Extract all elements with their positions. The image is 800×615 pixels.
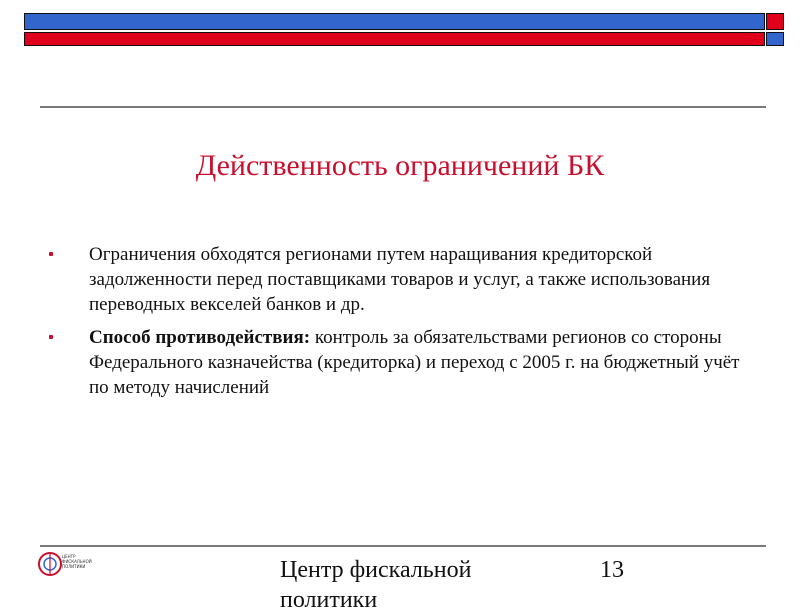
bullet-item xyxy=(49,325,761,400)
svg-text:ПОЛИТИКИ: ПОЛИТИКИ xyxy=(62,564,86,569)
top-divider xyxy=(40,106,766,108)
bullet-text: контроль за обязательствами регионов со стороны Федерального казначейства (кредиторка) и переход с 2005 г. на бюджетный учёт по методу начислений xyxy=(89,327,740,398)
bottom-divider xyxy=(40,545,766,547)
page-number: 13 xyxy=(600,557,624,583)
bullet-mark xyxy=(49,335,53,339)
svg-text:ФИСКАЛЬНОЙ: ФИСКАЛЬНОЙ xyxy=(62,559,92,564)
corner-blue-square xyxy=(766,32,784,46)
bullet-item xyxy=(49,242,761,317)
slide-title: Действенность ограничений БК xyxy=(195,149,605,182)
footer-org-text: Центр фискальной политики xyxy=(280,557,472,613)
bullet-list xyxy=(49,242,761,408)
bullet-bold-lead: Способ противодействия: xyxy=(89,327,311,348)
svg-text:ЦЕНТР: ЦЕНТР xyxy=(62,554,76,559)
top-blue-bar xyxy=(24,13,765,30)
center-logo-icon xyxy=(37,548,92,582)
top-red-bar xyxy=(24,32,765,46)
corner-red-square xyxy=(766,13,784,30)
bullet-text: Ограничения обходятся регионами путем наращивания кредиторской задолженности перед поставщиками товаров и услуг, а также использования переводных векселей банков и др. xyxy=(89,244,711,315)
bullet-mark xyxy=(49,252,53,256)
